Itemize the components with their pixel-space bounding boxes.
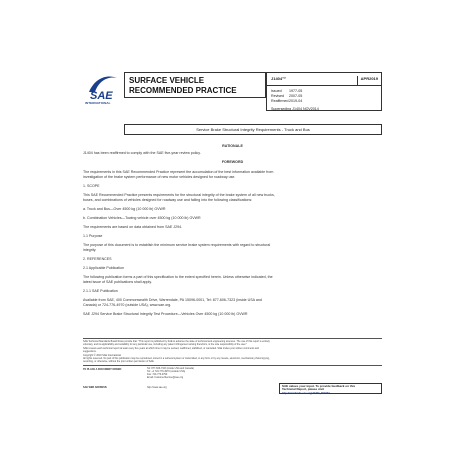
- footer-line-3: SAE reviews each technical report at least every five years at which time it may be revised, reaffirmed, stabilized, or cancelled. SAE invites your written comments and: [83, 347, 260, 350]
- section-1-1-heading: 1.1 Purpose: [83, 234, 103, 238]
- scope-text-1: This SAE Recommended Practice presents requirements for the structural integrity of the brake system of all new trucks,: [83, 193, 275, 197]
- sae-availability-1: Available from SAE, 400 Commonwealth Drive, Warrendale, PA 15096-0001, Tel: 877-606-7323 (inside USA and: [83, 298, 262, 302]
- section-2-heading: 2. REFERENCES: [83, 257, 112, 261]
- section-2-1-1-heading: 2.1.1 SAE Publication: [83, 289, 118, 293]
- issue-date: APR2019: [357, 76, 378, 86]
- web-link[interactable]: http://www.sae.org: [147, 386, 167, 389]
- logo-subtitle: INTERNATIONAL: [85, 101, 111, 105]
- order-email: Email: CustomerService@sae.org: [147, 376, 184, 379]
- web-label: SAE WEB ADDRESS:: [83, 386, 108, 389]
- section-2-1-heading: 2.1 Applicable Publication: [83, 266, 124, 270]
- title-line-2: RECOMMENDED PRACTICE: [129, 86, 237, 95]
- document-subject: Service Brake Structural Integrity Requirements - Truck and Bus: [124, 124, 382, 135]
- order-fax: Fax: 724-776-0790: [147, 373, 168, 376]
- rationale-heading: RATIONALE: [222, 144, 243, 148]
- footer-line-2: voluntary, and its applicability and suitability for any particular use, including any patent infringement arising therefrom, is the sole responsibility of the user.": [83, 343, 247, 346]
- purpose-text-2: integrity.: [83, 248, 97, 252]
- sae-logo: [87, 72, 119, 102]
- foreword-heading: FOREWORD: [221, 160, 244, 164]
- section-1-heading: 1. SCOPE: [83, 184, 100, 188]
- footer-line-5: Copyright © 2019 SAE International: [83, 354, 121, 357]
- svg-text:SAE: SAE: [90, 90, 113, 102]
- reference-j294: SAE J294 Service Brake Structural Integrity Test Procedure—Vehicles Over 4500 kg (10 000 lb) GVWR: [83, 312, 248, 316]
- purpose-text-1: The purpose of this document is to establish the minimum service brake system requirements with regard to structural: [83, 243, 271, 247]
- scope-item-b: b. Combination Vehicles—Towing vehicle over 4500 kg (10 000 lb) GVWR: [83, 216, 201, 220]
- foreword-text-1: The requirements in this SAE Recommended Practice represent the accumulation of the best information available from: [83, 170, 274, 174]
- order-tel-2: Tel: +1 724-776-4970 (outside USA): [147, 370, 186, 373]
- feedback-text-2: Technical Report, please visit: [282, 387, 324, 392]
- footer-line-6: All rights reserved. No part of this publication may be reproduced, stored in a retrieval system or transmitted, in any form or by any means, electronic, mechanical, photocopying,: [83, 357, 270, 360]
- supersedes-note: Superseding J1404 NOV2014: [271, 107, 319, 111]
- sae-logo-graphic: [87, 72, 119, 102]
- standard-number: J1404™: [271, 76, 287, 81]
- reference-text-1: The following publication forms a part of this specification to the extent specified herein. Unless otherwise indicated, the: [83, 275, 273, 279]
- history-issued: Issued 1977-05: [271, 89, 303, 93]
- history-revised: Revised 2007-05: [271, 94, 303, 98]
- scope-item-a: a. Truck and Bus—Over 4500 kg (10 000 lb) GVWR: [83, 207, 166, 211]
- scope-note: The requirements are based on data obtained from SAE J294.: [83, 225, 183, 229]
- order-tel: Tel: 877-606-7323 (inside USA and Canada): [147, 367, 194, 370]
- footer-rule: [83, 338, 382, 339]
- footer-line-7: recording, or otherwise, without the prior written permission of SAE.: [83, 360, 155, 363]
- document-header: [83, 68, 382, 132]
- footer-rule-2: [83, 365, 382, 366]
- divider: [267, 85, 381, 86]
- history-reaffirmed: Reaffirmed2019-04: [271, 99, 303, 103]
- title-box: [124, 72, 266, 98]
- title-line-1: SURFACE VEHICLE: [129, 76, 205, 85]
- feedback-text-1: SAE values your input. To provide feedback on this: [282, 384, 356, 388]
- order-label: TO PLACE A DOCUMENT ORDER:: [83, 368, 122, 371]
- standard-info-box: [266, 72, 382, 111]
- document-page: [83, 68, 382, 396]
- foreword-text-2: investigation of the brake system performance of new motor vehicles designed for roadway use.: [83, 175, 236, 179]
- reference-text-2: latest issue of SAE publications shall apply.: [83, 280, 152, 284]
- sae-availability-2: Canada) or 724-776-4970 (outside USA), www.sae.org.: [83, 303, 172, 307]
- rationale-text: J1404 has been reaffirmed to comply with the SAE five-year review policy.: [83, 151, 201, 155]
- scope-text-2: buses, and combinations of vehicles designed for roadway use and falling into the following classifications:: [83, 198, 253, 202]
- footer-line-1: SAE Technical Standards Board Rules provide that: "This report is published by SAE to advance the state of technical and engineering sciences. The use of this report is entirely: [83, 340, 270, 343]
- feedback-link[interactable]: http://standards.sae.org/J1404_201904: [282, 391, 330, 395]
- feedback-box: [279, 383, 382, 394]
- footer-line-4: suggestions.: [83, 350, 97, 353]
